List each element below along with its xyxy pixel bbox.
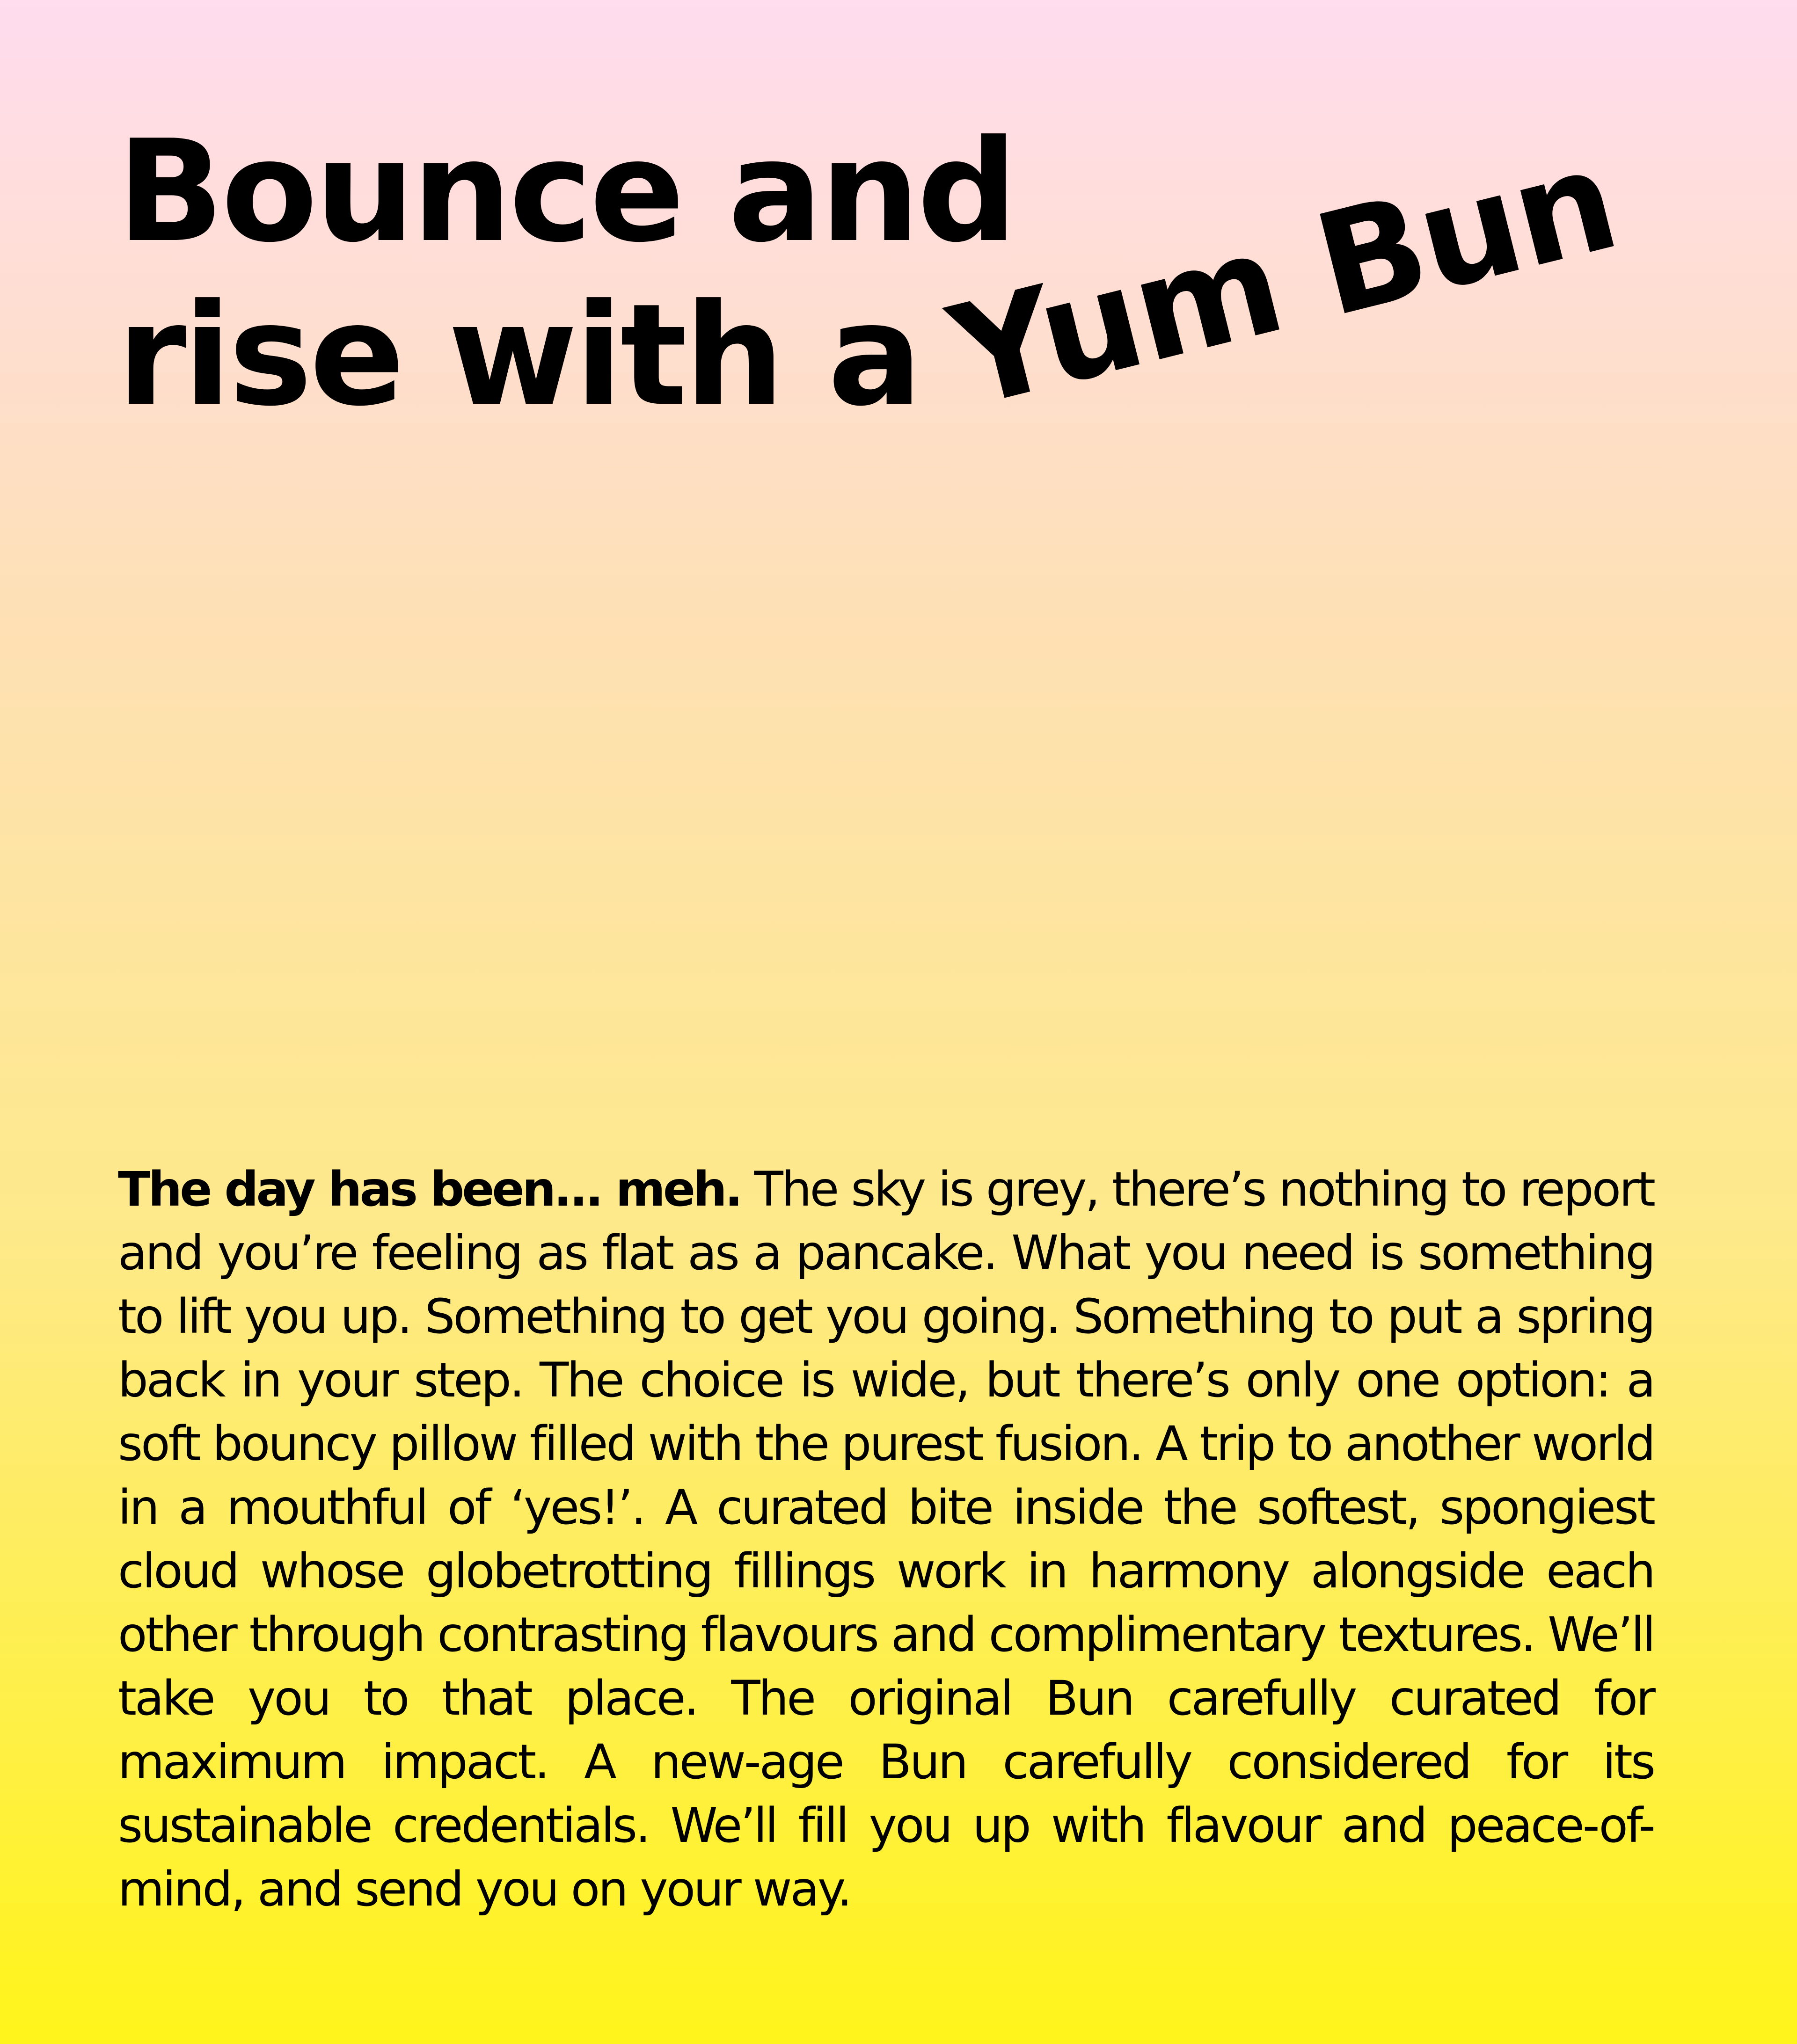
headline-line-2-start: rise with a <box>117 274 920 437</box>
body-paragraph <box>118 1158 1654 1921</box>
headline-line-1: Bounce and <box>117 110 1015 273</box>
headline <box>117 110 1708 437</box>
body-text: The sky is grey, there’s nothing to report and you’re feeling as flat as a pancake. What you need is something to lift you up. Something to get you going. Something to put a spring back in your step. The choice is wide, but there’s only one option: a soft bouncy pillow filled with the purest fusion. A trip to another world in a mouthful of ‘yes!’. A curated bite inside the softest, spongiest cloud whose globetrotting fillings work in harmony alongside each other through contrasting flavours and complimentary textures. We’ll take you to that place. The original Bun carefully curated for maximum impact. A new-age Bun carefully considered for its sustainable credentials. We’ll fill you up with flavour and peace-of-mind, and send you on your way. <box>118 1162 1654 1917</box>
headline-tilted-brand: Yum Bun <box>936 117 1630 439</box>
body-lead-in: The day has been... meh. <box>118 1162 741 1217</box>
